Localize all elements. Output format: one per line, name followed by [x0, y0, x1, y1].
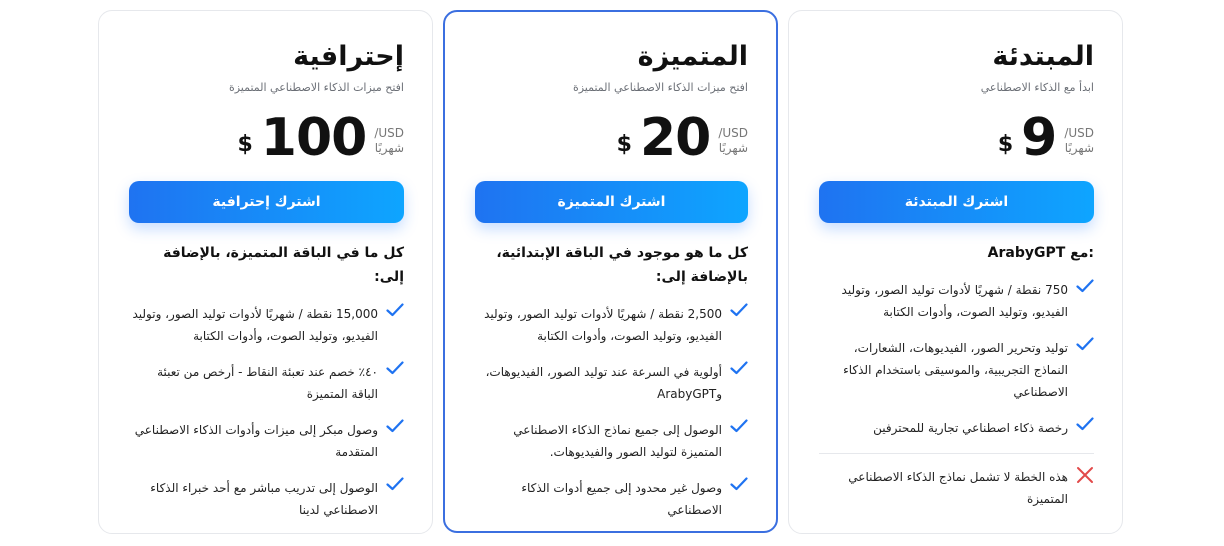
price-unit — [1064, 126, 1094, 156]
plan-subtitle: افتح ميزات الذكاء الاصطناعي المتميزة — [572, 81, 748, 94]
price — [475, 105, 748, 171]
feature-item — [819, 337, 1094, 403]
plan-card-pro — [98, 10, 433, 534]
currency-label: USD/ — [1064, 126, 1094, 140]
feature-list — [475, 303, 748, 521]
feature-text: توليد وتحرير الصور، الفيديوهات، الشعارات، النماذج التجريبية، والموسيقى باستخدام الذكاء الاصطناعي — [843, 341, 1068, 399]
plan-title: المبتدئة — [992, 41, 1094, 72]
period-label: شهريًا — [374, 141, 404, 155]
check-icon — [382, 303, 404, 317]
plan-subtitle: افتح ميزات الذكاء الاصطناعي المتميزة — [228, 81, 404, 94]
feature-text: 750 نقطة / شهريًا لأدوات توليد الصور، وتوليد الفيديو، وتوليد الصوت، وأدوات الكتابة — [841, 283, 1068, 319]
feature-item — [129, 477, 404, 521]
features-intro: ArabyGPT مع: — [987, 245, 1094, 261]
price-amount: 100 — [260, 108, 367, 168]
currency-symbol: $ — [237, 131, 253, 157]
price-unit — [718, 126, 748, 156]
feature-item — [129, 303, 404, 347]
exclusion-item — [819, 466, 1094, 510]
feature-list — [819, 279, 1094, 439]
check-icon — [1072, 337, 1094, 351]
feature-item — [129, 361, 404, 405]
subscribe-premium-button[interactable]: اشترك المتميزة — [475, 181, 748, 223]
plan-title: المتميزة — [637, 41, 748, 72]
currency-label: USD/ — [374, 126, 404, 140]
feature-text: الوصول إلى جميع نماذج الذكاء الاصطناعي المتميزة لتوليد الصور والفيديوهات. — [513, 423, 722, 459]
divider — [819, 453, 1094, 454]
check-icon — [726, 477, 748, 491]
feature-text: ٤٠٪ خصم عند تعبئة النقاط - أرخص من تعبئة الباقة المتميزة — [157, 365, 378, 401]
feature-text: 2,500 نقطة / شهريًا لأدوات توليد الصور، وتوليد الفيديو، وتوليد الصوت، وأدوات الكتابة — [484, 307, 722, 343]
price-amount: 9 — [1021, 108, 1057, 168]
feature-list — [129, 303, 404, 521]
check-icon — [382, 477, 404, 491]
feature-item — [819, 279, 1094, 323]
price-unit — [374, 126, 404, 156]
exclusion-text: هذه الخطة لا تشمل نماذج الذكاء الاصطناعي المتميزة — [848, 470, 1068, 506]
period-label: شهريًا — [718, 141, 748, 155]
price-amount: 20 — [639, 108, 711, 168]
subscribe-starter-button[interactable]: اشترك المبتدئة — [819, 181, 1094, 223]
price — [129, 105, 404, 171]
check-icon — [726, 361, 748, 375]
plan-card-starter — [788, 10, 1123, 534]
feature-item — [475, 477, 748, 521]
feature-text: 15,000 نقطة / شهريًا لأدوات توليد الصور، وتوليد الفيديو، وتوليد الصوت، وأدوات الكتابة — [132, 307, 378, 343]
plan-subtitle: ابدأ مع الذكاء الاصطناعي — [980, 81, 1094, 94]
features-intro: كل ما هو موجود في الباقة الإبتدائية، بالإضافة إلى: — [496, 245, 748, 285]
check-icon — [382, 419, 404, 433]
feature-item — [129, 419, 404, 463]
feature-text: رخصة ذكاء اصطناعي تجارية للمحترفين — [873, 421, 1068, 435]
currency-label: USD/ — [718, 126, 748, 140]
currency-symbol: $ — [616, 131, 632, 157]
check-icon — [726, 419, 748, 433]
check-icon — [382, 361, 404, 375]
currency-symbol: $ — [997, 131, 1014, 157]
features-intro: كل ما في الباقة المتميزة، بالإضافة إلى: — [163, 245, 404, 285]
check-icon — [726, 303, 748, 317]
feature-item — [475, 419, 748, 463]
feature-text: الوصول إلى تدريب مباشر مع أحد خبراء الذكاء الاصطناعي لدينا — [150, 481, 378, 517]
feature-item — [475, 361, 748, 405]
feature-item — [475, 303, 748, 347]
cross-icon — [1072, 466, 1094, 484]
plan-card-premium — [443, 10, 778, 533]
feature-text: وصول غير محدود إلى جميع أدوات الذكاء الاصطناعي — [521, 481, 722, 517]
price — [819, 105, 1094, 171]
feature-text: أولوية في السرعة عند توليد الصور، الفيديوهات، وArabyGPT — [485, 365, 722, 401]
pricing-cards — [97, 10, 1123, 534]
period-label: شهريًا — [1064, 141, 1094, 155]
plan-title: إحترافية — [293, 41, 404, 72]
subscribe-pro-button[interactable]: اشترك إحترافية — [129, 181, 404, 223]
check-icon — [1072, 279, 1094, 293]
feature-item — [819, 417, 1094, 439]
check-icon — [1072, 417, 1094, 431]
feature-text: وصول مبكر إلى ميزات وأدوات الذكاء الاصطناعي المتقدمة — [134, 423, 378, 459]
